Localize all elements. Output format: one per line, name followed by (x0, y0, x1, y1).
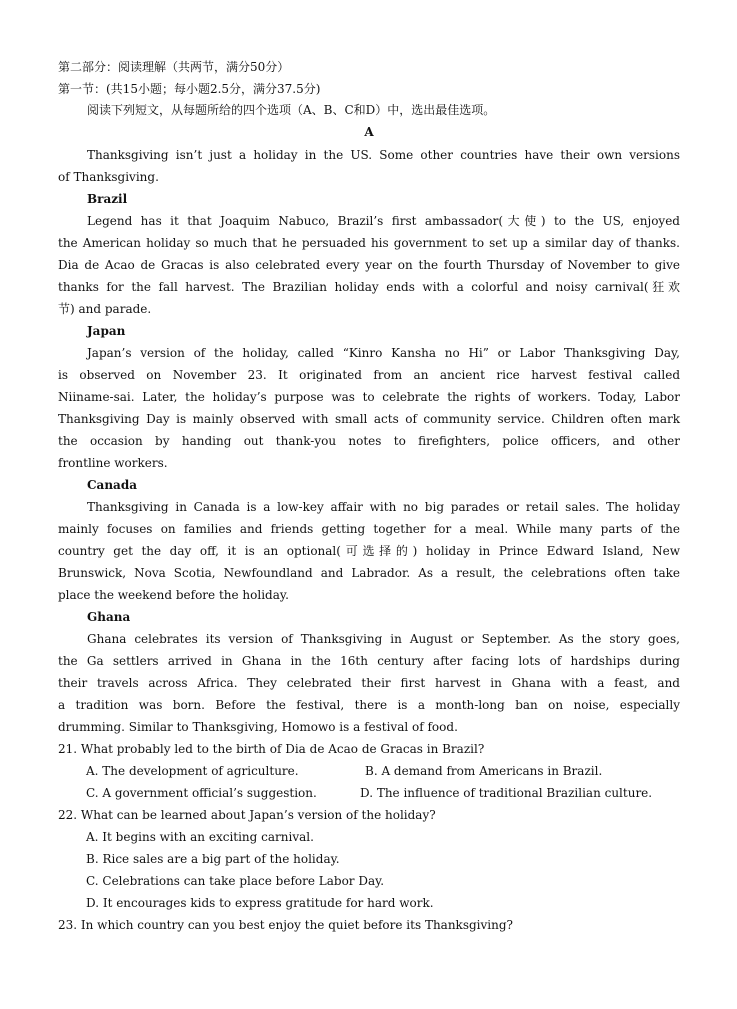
paragraph-line: Thanksgiving in Canada is a low-key affair with no big parades or retail sales. The holiday (87, 500, 680, 514)
paragraph-line: drumming. Similar to Thanksgiving, Homowo is a festival of food. (58, 720, 458, 734)
paragraph-line: thanks for the fall harvest. The Brazilian holiday ends with a colorful and noisy carnival(狂欢 (58, 280, 680, 294)
option-c: C. A government official’s suggestion. (86, 786, 317, 800)
option-b: B. Rice sales are a big part of the holiday. (86, 852, 340, 866)
paragraph-line: place the weekend before the holiday. (58, 588, 289, 602)
paragraph-line: is observed on November 23. It originated from an ancient rice harvest festival called (58, 368, 680, 382)
passage-label: A (364, 125, 374, 139)
section-heading-canada: Canada (87, 478, 137, 492)
question-stem: 23. In which country can you best enjoy the quiet before its Thanksgiving? (58, 918, 513, 932)
option-a: A. It begins with an exciting carnival. (86, 830, 314, 844)
paragraph-line: Dia de Acao de Gracas is also celebrated every year on the fourth Thursday of November to give (58, 258, 680, 272)
intro-line: Thanksgiving isn’t just a holiday in the US. Some other countries have their own versions (87, 148, 680, 162)
paragraph-line: the American holiday so much that he persuaded his government to set up a similar day of thanks. (58, 236, 680, 250)
question-stem: 22. What can be learned about Japan’s version of the holiday? (58, 808, 436, 822)
paragraph-line: their travels across Africa. They celebrated their first harvest in Ghana with a feast, and (58, 676, 680, 690)
option-a: A. The development of agriculture. (86, 764, 299, 778)
instruction: 阅读下列短文，从每题所给的四个选项（A、B、C和D）中，选出最佳选项。 (87, 103, 496, 117)
section-title: 第一节：(共15小题；每小题2.5分，满分37.5分) (58, 82, 321, 96)
question-stem: 21. What probably led to the birth of Dia de Acao de Gracas in Brazil? (58, 742, 485, 756)
option-b: B. A demand from Americans in Brazil. (365, 764, 603, 778)
paragraph-line: Legend has it that Joaquim Nabuco, Brazil’s first ambassador(大使) to the US, enjoyed (87, 214, 680, 228)
paragraph-line: the Ga settlers arrived in Ghana in the 16th century after facing lots of hardships during (58, 654, 680, 668)
paragraph-line: 节) and parade. (58, 302, 152, 316)
paragraph-line: Thanksgiving Day is mainly observed with small acts of community service. Children often mark (58, 412, 680, 426)
paragraph-line: country get the day off, it is an optional(可选择的) holiday in Prince Edward Island, New (58, 544, 680, 558)
section-heading-ghana: Ghana (87, 610, 131, 624)
intro-line: of Thanksgiving. (58, 170, 159, 184)
paragraph-line: frontline workers. (58, 456, 168, 470)
paragraph-line: mainly focuses on families and friends getting together for a meal. While many parts of the (58, 522, 680, 536)
part-title: 第二部分：阅读理解（共两节，满分50分） (58, 60, 290, 74)
paragraph-line: Japan’s version of the holiday, called “Kinro Kansha no Hi” or Labor Thanksgiving Day, (87, 346, 680, 360)
section-heading-brazil: Brazil (87, 192, 128, 206)
option-c: C. Celebrations can take place before Labor Day. (86, 874, 385, 888)
paragraph-line: Niiname-sai. Later, the holiday’s purpose was to celebrate the rights of workers. Today, Labor (58, 390, 680, 404)
option-d: D. The influence of traditional Brazilian culture. (360, 786, 653, 800)
paragraph-line: Brunswick, Nova Scotia, Newfoundland and Labrador. As a result, the celebrations often take (58, 566, 680, 580)
paragraph-line: a tradition was born. Before the festival, there is a month-long ban on noise, especially (58, 698, 680, 712)
section-heading-japan: Japan (87, 324, 126, 338)
option-d: D. It encourages kids to express gratitude for hard work. (86, 896, 434, 910)
paragraph-line: Ghana celebrates its version of Thanksgiving in August or September. As the story goes, (87, 632, 680, 646)
paragraph-line: the occasion by handing out thank-you notes to firefighters, police officers, and other (58, 434, 680, 448)
